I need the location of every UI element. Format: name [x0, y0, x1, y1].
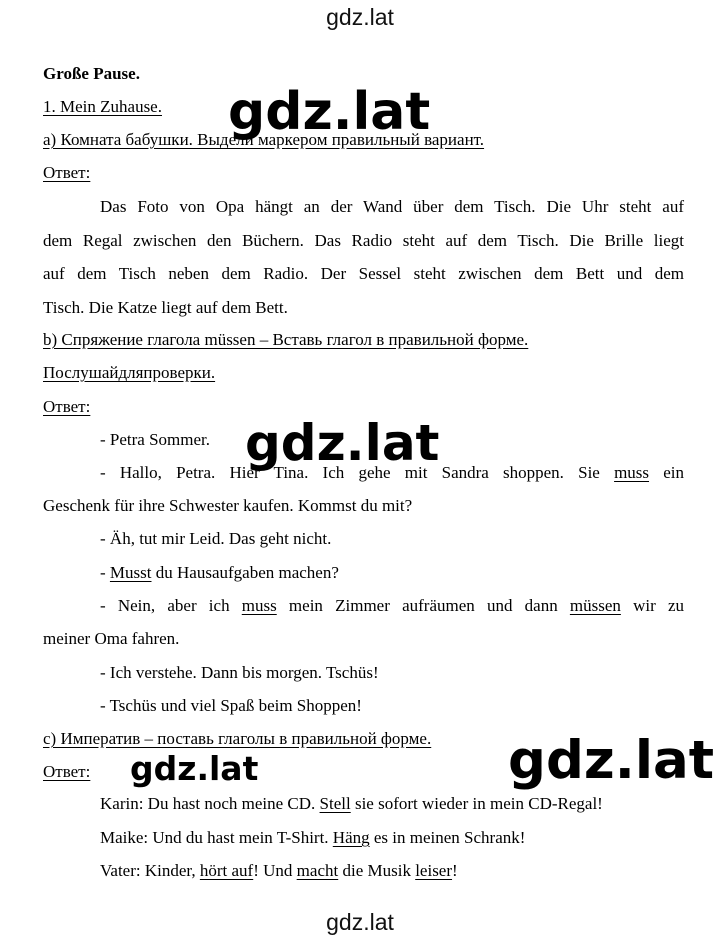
answer-word: Stell — [319, 794, 351, 813]
para-a-line-1: Das Foto von Opa hängt an der Wand über dem Tisch. Die Uhr steht auf — [100, 197, 684, 216]
dialog-line-3: Geschenk für ihre Schwester kaufen. Kommst du mit? — [43, 496, 413, 515]
watermark-overlay-1: gdz.lat — [228, 82, 431, 142]
para-a-line-4: Tisch. Die Katze liegt auf dem Bett. — [43, 298, 288, 317]
para-a-line-2: dem Regal zwischen den Büchern. Das Radio steht auf dem Tisch. Die Brille liegt — [43, 231, 684, 250]
task-a-heading: а) Комната бабушки. Выдели маркером правильный вариант. — [43, 130, 485, 149]
imperative-line-3: Vater: Kinder, hört auf! Und macht die Musik leiser! — [100, 861, 458, 880]
dialog-line-7: meiner Oma fahren. — [43, 629, 180, 648]
answer-word: muss — [241, 596, 277, 615]
answer-word: Häng — [332, 828, 370, 847]
answer-word: müssen — [569, 596, 621, 615]
dialog-line-1: - Petra Sommer. — [100, 430, 211, 449]
answer-label-a: Ответ: — [43, 163, 91, 182]
dialog-line-4: - Äh, tut mir Leid. Das geht nicht. — [100, 529, 332, 548]
watermark-overlay-4: gdz.lat — [508, 730, 715, 791]
dialog-line-2: - Hallo, Petra. Hier Tina. Ich gehe mit Sandra shoppen. Sie muss ein — [100, 463, 684, 482]
watermark-top: gdz.lat — [326, 4, 394, 30]
answer-label-c: Ответ: — [43, 762, 91, 781]
answer-word: leiser — [415, 861, 453, 880]
imperative-line-1: Karin: Du hast noch meine CD. Stell sie sofort wieder in mein CD-Regal! — [100, 794, 603, 813]
doc-title: Große Pause. — [43, 64, 140, 83]
task-c-heading: с) Императив – поставь глаголы в правильной форме. — [43, 729, 432, 748]
section-heading: 1. Mein Zuhause. — [43, 97, 162, 116]
dialog-line-8: - Ich verstehe. Dann bis morgen. Tschüs! — [100, 663, 379, 682]
answer-label-b: Ответ: — [43, 397, 91, 416]
watermark-bottom: gdz.lat — [326, 909, 394, 935]
watermark-overlay-2: gdz.lat — [245, 414, 440, 472]
answer-word: macht — [296, 861, 339, 880]
answer-word: muss — [614, 463, 650, 482]
task-b-subheading: Послушайдляпроверки. — [43, 363, 216, 382]
watermark-overlay-3: gdz.lat — [130, 749, 259, 788]
task-b-heading: b) Спряжение глагола müssen – Вставь глагол в правильной форме. — [43, 330, 529, 349]
dialog-line-6: - Nein, aber ich muss mein Zimmer aufräumen und dann müssen wir zu — [100, 596, 684, 615]
dialog-line-5: - Musst du Hausaufgaben machen? — [100, 563, 339, 582]
para-a-line-3: auf dem Tisch neben dem Radio. Der Sessel steht zwischen dem Bett und dem — [43, 264, 684, 283]
imperative-line-2: Maike: Und du hast mein T-Shirt. Häng es in meinen Schrank! — [100, 828, 526, 847]
answer-word: hört auf — [199, 861, 254, 880]
answer-word: Musst — [109, 563, 152, 582]
dialog-line-9: - Tschüs und viel Spaß beim Shoppen! — [100, 696, 362, 715]
